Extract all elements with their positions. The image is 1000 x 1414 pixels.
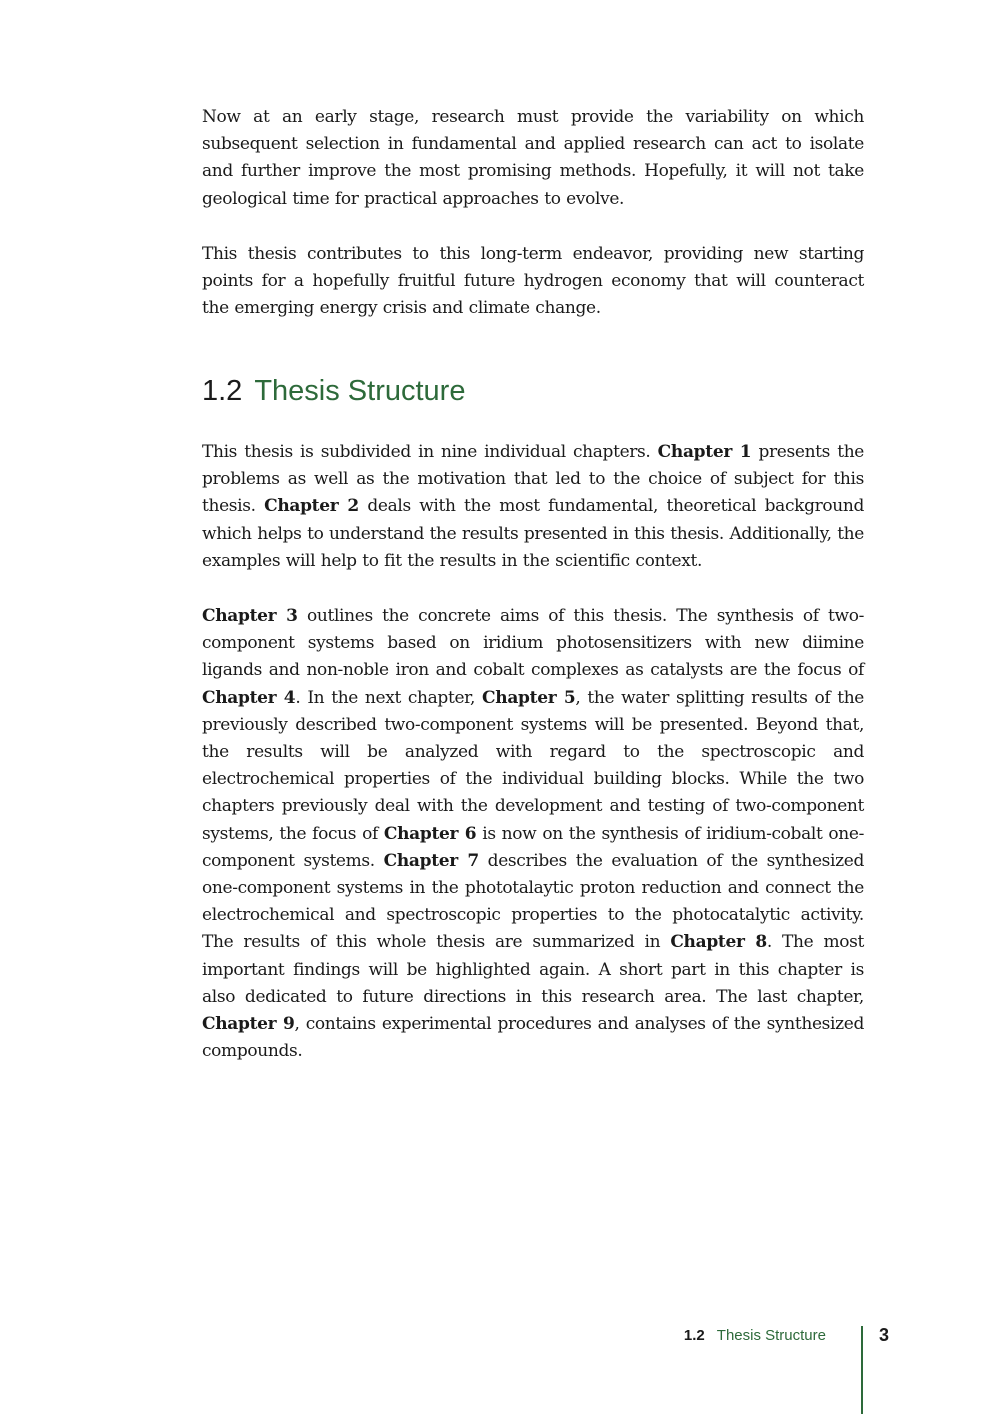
intro-paragraph-2: This thesis contributes to this long-term endeavor, providing new starting points for a hopefully fruitful future hydrogen economy that will counteract the emerging energy crisis and climate change. [202, 244, 864, 319]
chapter-reference: Chapter 1 [657, 442, 752, 462]
intro-paragraph-1: Now at an early stage, research must provide the variability on which subsequent selection in fundamental and applied research can act to isolate and further improve the most promising methods. Hopefully, it will not take geological time for practical approaches to evolve. [202, 107, 864, 209]
text-run: describes the evaluation of the synthesized one-component systems in the phototalaytic proton reduction and connect the electrochemical and spectroscopic properties to the photocatalytic activity. The results of this whole thesis are summarized in [202, 850, 864, 953]
structure-paragraph-1 [202, 439, 864, 575]
text-run: This thesis is subdivided in nine individual chapters. [202, 442, 658, 462]
chapter-reference: Chapter 4 [202, 687, 296, 708]
chapter-reference: Chapter 5 [482, 687, 576, 708]
structure-paragraph-2 [202, 603, 864, 1065]
footer-section-number: 1.2 [683, 1327, 705, 1344]
page-number: 3 [879, 1325, 890, 1345]
chapter-reference: Chapter 7 [383, 850, 479, 871]
text-run: . The most important findings will be highlighted again. A short part in this chapter is also dedicated to future directions in this research area. The last chapter, [202, 932, 864, 1007]
text-run: presents the problems as well as the motivation that led to the choice of subject for this thesis. [202, 442, 864, 517]
footer-divider [861, 1326, 863, 1414]
text-run: , the water splitting results of the previously described two-component systems will be presented. Beyond that, the results will be analyzed with regard to the spectroscopic and electrochemical properties of the individual building blocks. While the two chapters previously deal with the development and testing of two-component systems, the focus of [202, 687, 865, 844]
section-heading [202, 371, 465, 411]
footer-section-title: Thesis Structure [716, 1327, 826, 1344]
section-number: 1.2 [202, 375, 243, 407]
text-run: is now on the synthesis of iridium-cobalt one-component systems. [202, 823, 864, 871]
text-run: deals with the most fundamental, theoretical background which helps to understand the results presented in this thesis. Additionally, the examples will help to fit the results in the scientific context. [202, 496, 865, 571]
section-title: Thesis Structure [254, 375, 466, 407]
chapter-reference: Chapter 9 [202, 1014, 295, 1035]
text-run: outlines the concrete aims of this thesis. The synthesis of two-component systems based on iridium photosensitizers with new diimine ligands and non-noble iron and cobalt complexes as catalysts are the focus of [202, 606, 864, 681]
chapter-reference: Chapter 3 [202, 606, 298, 626]
text-run: . In the next chapter, [295, 687, 483, 708]
text-run: , contains experimental procedures and analyses of the synthesized compounds. [202, 1014, 864, 1062]
chapter-reference: Chapter 8 [670, 932, 767, 953]
chapter-reference: Chapter 2 [264, 496, 359, 517]
chapter-reference: Chapter 6 [383, 823, 477, 844]
running-footer [560, 1326, 826, 1346]
